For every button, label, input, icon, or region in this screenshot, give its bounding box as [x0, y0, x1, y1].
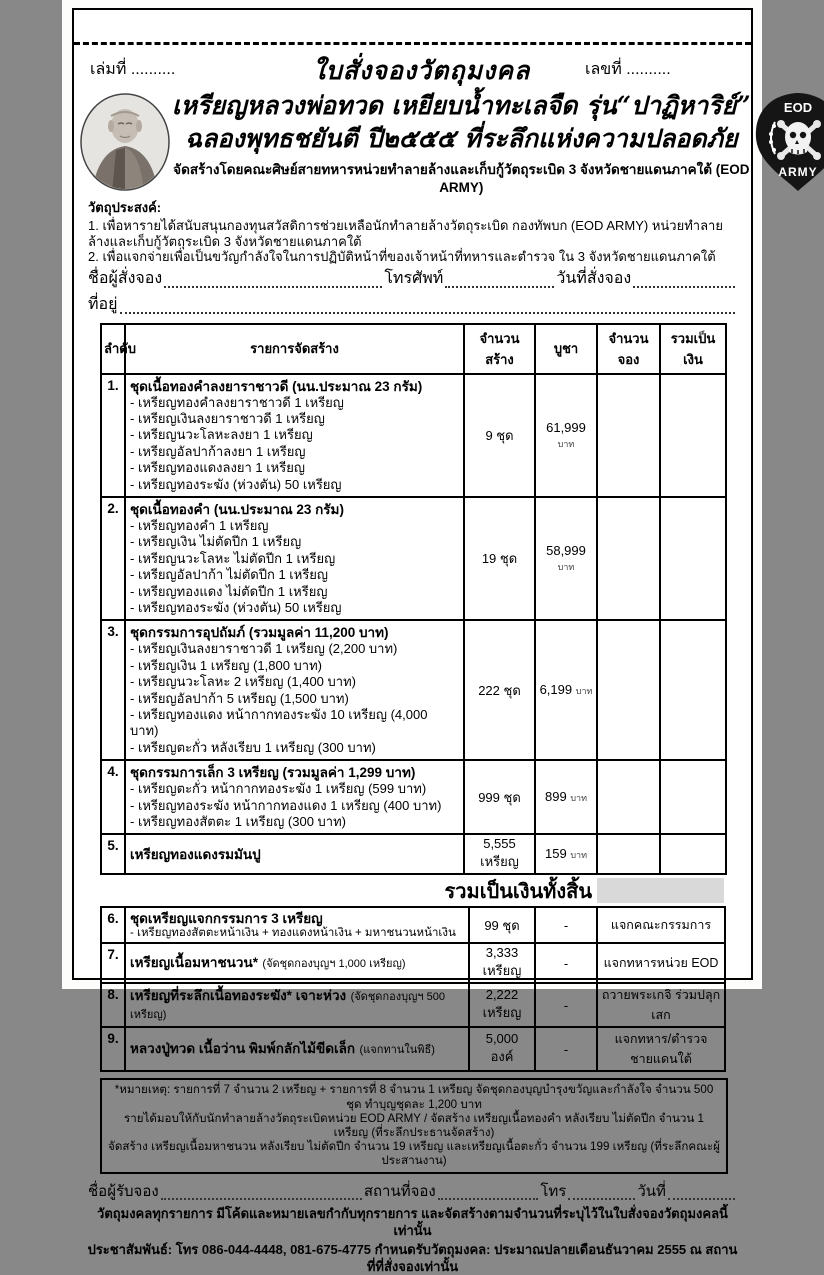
title-block — [172, 89, 751, 195]
distribution-note: แจกทหารหน่วย EOD — [597, 943, 725, 983]
quantity-made: 99 ชุด — [469, 907, 535, 943]
item-subline: - เหรียญทองแดงลงยา 1 เหรียญ — [130, 460, 305, 476]
row-number: 5. — [101, 834, 125, 874]
item-title: ชุดกรรมการอุปถัมภ์ (รวมมูลค่า 11,200 บาท) — [130, 625, 389, 641]
item-title: ชุดเนื้อทองคำ (นน.ประมาณ 23 กรัม) — [130, 501, 344, 517]
objectives-heading: วัตถุประสงค์: — [88, 200, 162, 215]
item-subline: - เหรียญอัลปาก้า 5 เหรียญ (1,500 บาท) — [130, 690, 349, 706]
order-date-label: วันที่สั่งจอง — [556, 269, 632, 287]
price-cell: 899 บาท — [535, 760, 597, 834]
date-label: วันที่ — [637, 1182, 666, 1200]
item-title: ชุดเนื้อทองคำลงยาราชาวดี (นน.ประมาณ 23 กรัม) — [130, 378, 423, 394]
item-subline: - เหรียญเงินลงยาราชาวดี 1 เหรียญ (2,200 บาท) — [130, 641, 398, 657]
col-header-no: ลำดับ — [101, 324, 125, 374]
date-field[interactable] — [668, 1198, 735, 1200]
item-subline: - เหรียญอัลปาก้าลงยา 1 เหรียญ — [130, 443, 306, 459]
quantity-made: 5,555 เหรียญ — [464, 834, 535, 874]
tel-label: โทร — [540, 1182, 567, 1200]
row-number: 8. — [101, 983, 125, 1027]
remark-line-1: *หมายเหตุ: รายการที่ 7 จำนวน 2 เหรียญ + รายการที่ 8 จำนวน 1 เหรียญ จัดชุดกองบุญบำรุงขวัญและกำลังใจ จำนวน 500 ชุด ทำบุญชุดละ 1,200 บาท — [114, 1083, 714, 1111]
row-number: 2. — [101, 497, 125, 620]
table-header-row — [101, 324, 726, 374]
objective-item-2: 2. เพื่อแจกจ่ายเพื่อเป็นขวัญกำลังใจในการปฏิบัติหน้าที่ของเจ้าหน้าที่ทหารและตำรวจ ใน 3 จังหวัดชายแดนภาคใต้ — [88, 249, 716, 264]
order-quantity-cell[interactable] — [597, 497, 660, 620]
col-header-qty-ordered: จำนวนจอง — [597, 324, 660, 374]
total-amount-cell[interactable] — [660, 760, 726, 834]
distribution-note: แจกทหาร/ตำรวจชายแดนใต้ — [597, 1027, 725, 1071]
item-subline: - เหรียญทองระฆัง (ห่วงตัน) 50 เหรียญ — [130, 476, 342, 492]
item-subline: - เหรียญเงิน ไม่ตัดปีก 1 เหรียญ — [130, 534, 302, 550]
item-subline: - เหรียญนวะโลหะ 2 เหรียญ (1,400 บาท) — [130, 674, 356, 690]
item-subline: - เหรียญทองคำลงยาราชาวดี 1 เหรียญ — [130, 394, 344, 410]
item-title: หลวงปู่ทวด เนื้อว่าน พิมพ์กลักไม้ขีดเล็ก — [130, 1041, 356, 1057]
item-title: เหรียญเนื้อมหาชนวน* — [130, 955, 258, 971]
price-cell: 6,199 บาท — [535, 620, 597, 760]
quantity-made: 5,000 องค์ — [469, 1027, 535, 1071]
phone-label: โทรศัพท์ — [384, 269, 444, 287]
table-row-9 — [101, 1027, 725, 1071]
col-header-items: รายการจัดสร้าง — [125, 324, 464, 374]
address-field[interactable] — [120, 312, 735, 314]
quantity-made: 19 ชุด — [464, 497, 535, 620]
phone-field[interactable] — [445, 286, 554, 288]
item-subline: - เหรียญทองระฆัง (ห่วงตัน) 50 เหรียญ — [130, 599, 342, 615]
row-number: 7. — [101, 943, 125, 983]
receiver-name-label: ชื่อผู้รับจอง — [88, 1182, 159, 1200]
item-subline: - เหรียญนวะโลหะ ไม่ตัดปีก 1 เหรียญ — [130, 550, 336, 566]
remark-box — [100, 1078, 728, 1173]
quantity-made: 222 ชุด — [464, 620, 535, 760]
item-subline: - เหรียญนวะโลหะลงยา 1 เหรียญ — [130, 427, 313, 443]
objective-item-1: 1. เพื่อหารายได้สนับสนุนกองทุนสวัสดิการช่วยเหลือนักทำลายล้างวัตถุระเบิด กองทัพบก (EOD ARMY) หน่วยทำลายล้างและเก็บกู้วัตถุระเบิด 3 จังหวัดชายแดนภาคใต้ — [88, 218, 723, 249]
grand-total-label: รวมเป็นเงินทั้งสิ้น — [444, 880, 592, 903]
price-cell: - — [535, 983, 597, 1027]
booking-place-label: สถานที่จอง — [363, 1182, 436, 1200]
item-title: เหรียญทองแดงรมมันปู — [130, 846, 261, 862]
table-row-6 — [101, 907, 725, 943]
orderer-name-field[interactable] — [164, 286, 382, 288]
monk-photo — [78, 92, 172, 192]
item-detail: - เหรียญทองสัตตะหน้าเงิน + ทองแดงหน้าเงิน + มหาชนวนหน้าเงิน — [130, 927, 456, 940]
eod-army-logo — [751, 90, 824, 194]
booking-place-field[interactable] — [438, 1198, 539, 1200]
quantity-made: 2,222 เหรียญ — [469, 983, 535, 1027]
order-items-table — [100, 323, 727, 876]
receiver-name-field[interactable] — [161, 1198, 362, 1200]
table-row-7 — [101, 943, 725, 983]
item-detail: (จัดชุดกองบุญฯ 1,000 เหรียญ) — [262, 958, 406, 971]
book-number-field[interactable]: เล่มที่ .......... — [90, 61, 176, 78]
quantity-made: 9 ชุด — [464, 374, 535, 497]
row-number: 1. — [101, 374, 125, 497]
quantity-made: 3,333 เหรียญ — [469, 943, 535, 983]
table-row-3 — [101, 620, 726, 760]
row-number: 9. — [101, 1027, 125, 1071]
col-header-price: บูชา — [535, 324, 597, 374]
tel-field[interactable] — [568, 1198, 635, 1200]
eod-army-badge-image — [751, 90, 824, 194]
page-title: ใบสั่งจองวัตถุมงคล — [312, 56, 531, 85]
total-amount-cell[interactable] — [660, 834, 726, 874]
item-subline: - เหรียญเงินลงยาราชาวดี 1 เหรียญ — [130, 410, 325, 426]
table-row-4 — [101, 760, 726, 834]
row-number: 3. — [101, 620, 125, 760]
item-subline: - เหรียญทองคำ 1 เหรียญ — [130, 517, 269, 533]
item-subline: - เหรียญทองแดง ไม่ตัดปีก 1 เหรียญ — [130, 583, 328, 599]
order-quantity-cell[interactable] — [597, 834, 660, 874]
created-by-line: จัดสร้างโดยคณะศิษย์สายทหารหน่วยทำลายล้างและเก็บกู้วัตถุระเบิด 3 จังหวัดชายแดนภาคใต้ (EOD ARMY) — [173, 162, 750, 195]
item-detail: (แจกทานในพิธี) — [359, 1044, 435, 1057]
receiver-fields — [74, 1178, 751, 1203]
total-amount-cell[interactable] — [660, 620, 726, 760]
eod-logo-text-bottom: ARMY — [777, 165, 818, 179]
row-number: 4. — [101, 760, 125, 834]
grand-total-row — [100, 875, 724, 906]
item-subline: - เหรียญตะกั่ว หลังเรียบ 1 เหรียญ (300 บาท) — [130, 739, 376, 755]
item-subline: - เหรียญอัลปาก้า ไม่ตัดปีก 1 เหรียญ — [130, 567, 328, 583]
form-sheet — [72, 8, 818, 1274]
address-label: ที่อยู่ — [88, 295, 118, 313]
table-row-1 — [101, 374, 726, 497]
objectives-section — [74, 195, 751, 265]
item-title: เหรียญที่ระลึกเนื้อทองระฆัง* เจาะห่วง — [130, 988, 347, 1004]
item-title: ชุดเหรียญแจกกรรมการ 3 เหรียญ — [130, 911, 323, 927]
item-subline: - เหรียญตะกั่ว หน้ากากทองระฆัง 1 เหรียญ (599 บาท) — [130, 781, 427, 797]
hero-banner — [74, 89, 818, 195]
quantity-made: 999 ชุด — [464, 760, 535, 834]
footer-note-2: ประชาสัมพันธ์: โทร 086-044-4448, 081-675-4775 กำหนดรับวัตถุมงคล: ประมาณปลายเดือนธันวาคม 2555 ณ สถานที่ที่สั่งจองเท่านั้น — [87, 1241, 738, 1274]
footer-note-1: วัตถุมงคลทุกรายการ มีโค้ดและหมายเลขกำกับทุกรายการ และจัดสร้างตามจำนวนที่ระบุไว้ในใบสั่งจองวัตถุมงคลนี้เท่านั้น — [97, 1205, 728, 1238]
order-quantity-cell[interactable] — [597, 760, 660, 834]
distribution-note: ถวายพระเกจิ ร่วมปลุกเสก — [597, 983, 725, 1027]
grand-total-field[interactable] — [597, 878, 724, 903]
col-header-total: รวมเป็นเงิน — [660, 324, 726, 374]
monk-portrait-image — [78, 92, 172, 192]
price-cell: - — [535, 1027, 597, 1071]
item-subline: - เหรียญทองแดง หน้ากากทองระฆัง 10 เหรียญ (4,000 บาท) — [130, 707, 428, 739]
price-cell: 159 บาท — [535, 834, 597, 874]
item-subline: - เหรียญเงิน 1 เหรียญ (1,800 บาท) — [130, 657, 322, 673]
remark-line-3: จัดสร้าง เหรียญเนื้อมหาชนวน หลังเรียบ ไม่ตัดปีก จำนวน 19 เหรียญ และเหรียญเนื้อตะกั่ว จำนวน 199 เหรียญ (ที่ระลึกคณะผู้ประสานงาน) — [108, 1140, 720, 1168]
price-cell: 61,999 บาท — [535, 374, 597, 497]
price-cell: - — [535, 907, 597, 943]
subtitle-line-2: ฉลองพุทธชยันตี ปี๒๕๕๕ ที่ระลึกแห่งความปลอดภัย — [184, 124, 738, 153]
distribution-note: แจกคณะกรรมการ — [597, 907, 725, 943]
header — [74, 45, 751, 91]
item-subline: - เหรียญทองระฆัง หน้ากากทองแดง 1 เหรียญ (400 บาท) — [130, 797, 442, 813]
giveaway-items-table — [100, 906, 726, 1072]
item-subline: - เหรียญทองสัตตะ 1 เหรียญ (300 บาท) — [130, 814, 346, 830]
order-form-page — [62, 0, 818, 1274]
orderer-name-label: ชื่อผู้สั่งจอง — [88, 269, 163, 287]
eod-logo-text-top: EOD — [783, 100, 812, 115]
price-cell: - — [535, 943, 597, 983]
total-amount-cell[interactable] — [660, 497, 726, 620]
total-amount-cell[interactable] — [660, 374, 726, 497]
table-row-2 — [101, 497, 726, 620]
item-title: ชุดกรรมการเล็ก 3 เหรียญ (รวมมูลค่า 1,299 บาท) — [130, 765, 416, 781]
orderer-fields — [74, 265, 751, 317]
item-detail: (จัดชุดกองบุญฯ 500 เหรียญ) — [130, 991, 446, 1022]
table-row-8 — [101, 983, 725, 1027]
col-header-qty-made: จำนวนสร้าง — [464, 324, 535, 374]
price-cell: 58,999 บาท — [535, 497, 597, 620]
row-number: 6. — [101, 907, 125, 943]
order-quantity-cell[interactable] — [597, 620, 660, 760]
order-quantity-cell[interactable] — [597, 374, 660, 497]
order-date-field[interactable] — [633, 286, 735, 288]
table-row-5 — [101, 834, 726, 874]
doc-number-field[interactable]: เลขที่ .......... — [585, 61, 671, 78]
remark-line-2: รายได้มอบให้กับนักทำลายล้างวัตถุระเบิดหน่วย EOD ARMY / จัดสร้าง เหรียญเนื้อทองคำ หลังเรียบ ไม่ตัดปีก จำนวน 1 เหรียญ (ที่ระลึกประธานจัดสร้าง) — [124, 1111, 704, 1140]
subtitle-line-1: เหรียญหลวงพ่อทวด เหยียบน้ำทะเลจืด รุ่น“ปาฏิหาริย์” — [172, 91, 751, 120]
